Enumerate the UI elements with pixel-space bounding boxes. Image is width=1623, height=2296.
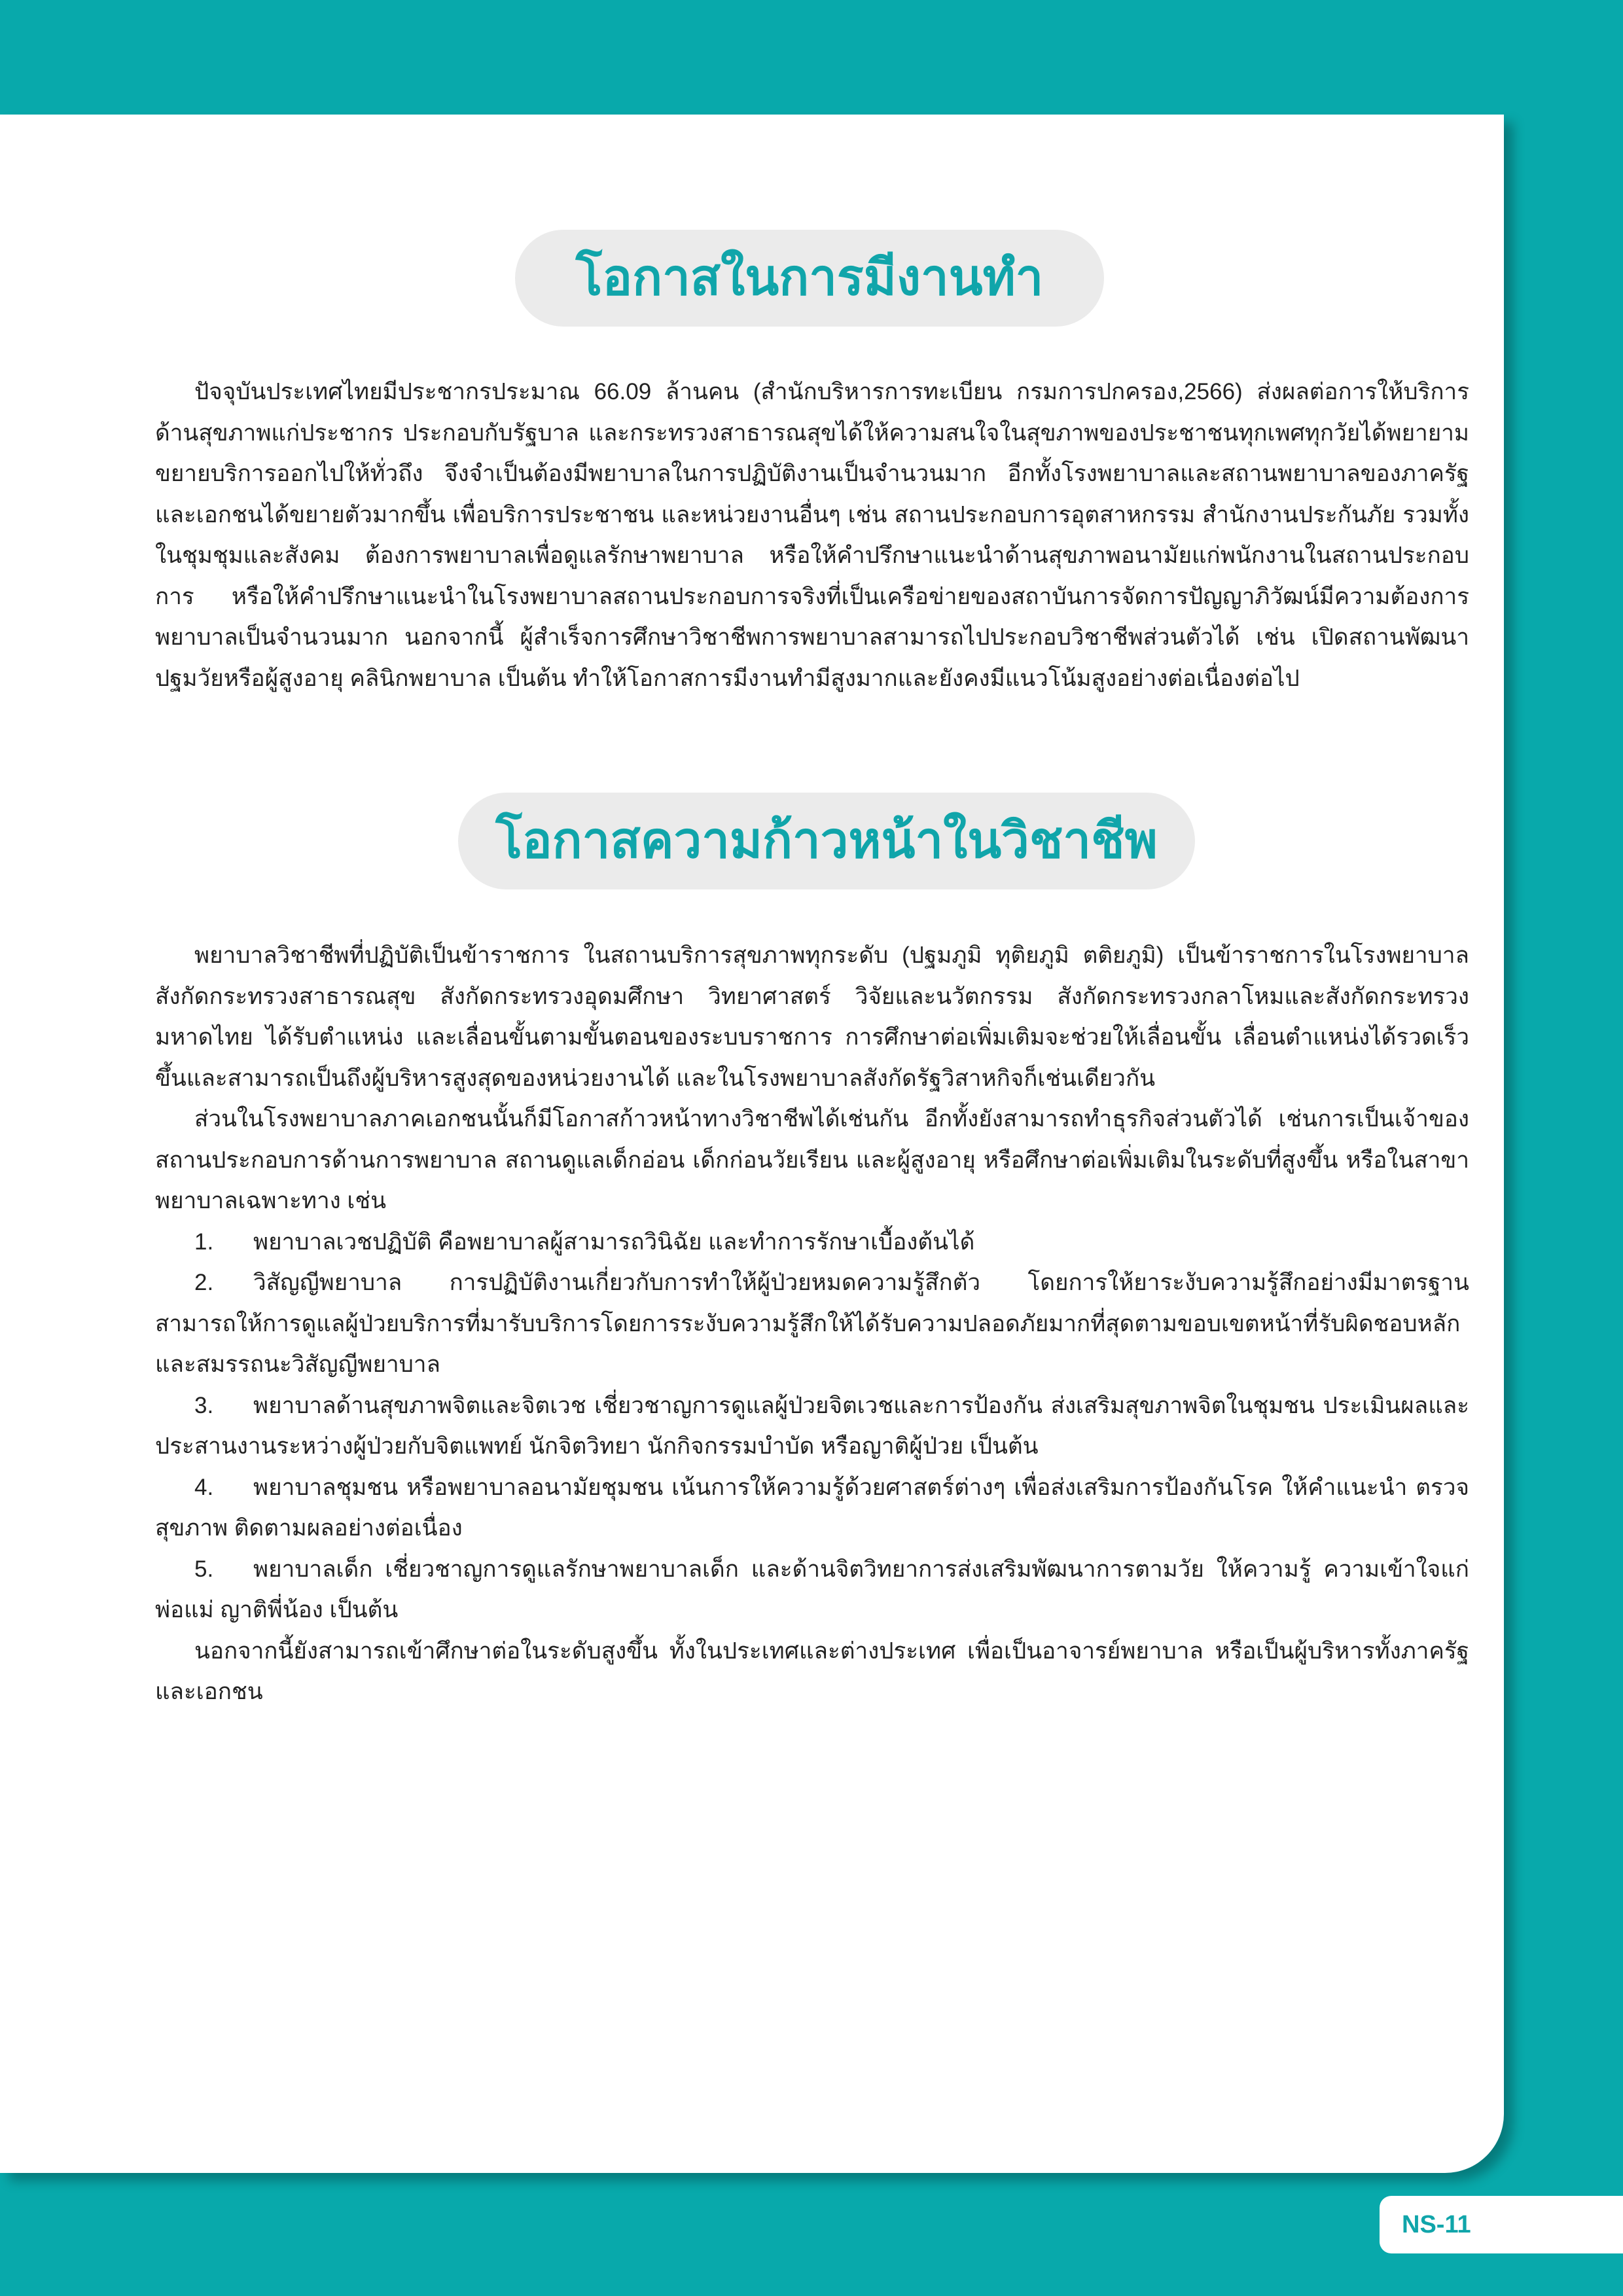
list-text: พยาบาลด้านสุขภาพจิตและจิตเวช เชี่ยวชาญการดูแลผู้ป่วยจิตเวชและการป้องกัน ส่งเสริมสุขภาพจิตในชุมชน ประเมินผลและประสานงานระหว่างผู้ป่วยกับจิตแพทย์ นักจิตวิทยา นักกิจกรรมบำบัด หรือญาติผู้ป่วย เป็นต้น bbox=[155, 1392, 1469, 1459]
section-title-career-advancement: โอกาสความก้าวหน้าในวิชาชีพ bbox=[458, 793, 1195, 889]
list-item bbox=[155, 1222, 1469, 1263]
list-item bbox=[155, 1467, 1469, 1549]
list-number: 4. bbox=[194, 1474, 214, 1500]
list-item bbox=[155, 1549, 1469, 1631]
paragraph: ปัจจุบันประเทศไทยมีประชากรประมาณ 66.09 ล้านคน (สำนักบริหารการทะเบียน กรมการปกครอง,2566) ส่งผลต่อการให้บริการด้านสุขภาพแก่ประชากร ประกอบกับรัฐบาล และกระทรวงสาธารณสุขได้ให้ความสนใจในสุขภาพของประชาชนทุกเพศทุกวัยได้พยายามขยายบริการออกไปให้ทั่วถึง จึงจำเป็นต้องมีพยาบาลในการปฏิบัติงานเป็นจำนวนมาก อีกทั้งโรงพยาบาลและสถานพยาบาลของภาครัฐและเอกชนได้ขยายตัวมากขึ้น เพื่อบริการประชาชน และหน่วยงานอื่นๆ เช่น สถานประกอบการอุตสาหกรรม สำนักงานประกันภัย รวมทั้งในชุมชุมและสังคม ต้องการพยาบาลเพื่อดูแลรักษาพยาบาล หรือให้คำปรึกษาแนะนำด้านสุขภาพอนามัยแก่พนักงานในสถานประกอบการ หรือให้คำปรึกษาแนะนำในโรงพยาบาลสถานประกอบการจริงที่เป็นเครือข่ายของสถาบันการจัดการปัญญาภิวัฒน์มีความต้องการพยาบาลเป็นจำนวนมาก นอกจากนี้ ผู้สำเร็จการศึกษาวิชาชีพการพยาบาลสามารถไปประกอบวิชาชีพส่วนตัวได้ เช่น เปิดสถานพัฒนาปฐมวัยหรือผู้สูงอายุ คลินิกพยาบาล เป็นต้น ทำให้โอกาสการมีงานทำมีสูงมากและยังคงมีแนวโน้มสูงอย่างต่อเนื่องต่อไป bbox=[155, 379, 1469, 691]
page-number-tab bbox=[1380, 2196, 1623, 2253]
list-number: 3. bbox=[194, 1392, 214, 1418]
list-text: พยาบาลชุมชน หรือพยาบาลอนามัยชุมชน เน้นการให้ความรู้ด้วยศาสตร์ต่างๆ เพื่อส่งเสริมการป้องกันโรค ให้คำแนะนำ ตรวจสุขภาพ ติดตามผลอย่างต่อเนื่อง bbox=[155, 1474, 1469, 1541]
section-body-career-advancement bbox=[155, 935, 1469, 1713]
page-number: NS-11 bbox=[1402, 2211, 1471, 2238]
page-sheet bbox=[0, 115, 1504, 2173]
list-text: พยาบาลเวชปฏิบัติ คือพยาบาลผู้สามารถวินิฉัย และทำการรักษาเบื้องต้นได้ bbox=[253, 1229, 975, 1255]
section-body-job-opportunities bbox=[155, 372, 1469, 699]
paragraph: ส่วนในโรงพยาบาลภาคเอกชนนั้นก็มีโอกาสก้าวหน้าทางวิชาชีพได้เช่นกัน อีกทั้งยังสามารถทำธุรกิจส่วนตัวได้ เช่นการเป็นเจ้าของสถานประกอบการด้านการพยาบาล สถานดูแลเด็กอ่อน เด็กก่อนวัยเรียน และผู้สูงอายุ หรือศึกษาต่อเพิ่มเติมในระดับที่สูงขึ้น หรือในสาขาพยาบาลเฉพาะทาง เช่น bbox=[155, 1106, 1469, 1213]
paragraph: นอกจากนี้ยังสามารถเข้าศึกษาต่อในระดับสูงขึ้น ทั้งในประเทศและต่างประเทศ เพื่อเป็นอาจารย์พยาบาล หรือเป็นผู้บริหารทั้งภาครัฐและเอกชน bbox=[155, 1638, 1469, 1704]
list-number: 5. bbox=[194, 1556, 214, 1582]
paragraph: พยาบาลวิชาชีพที่ปฏิบัติเป็นข้าราชการ ในสถานบริการสุขภาพทุกระดับ (ปฐมภูมิ ทุติยภูมิ ตติยภูมิ) เป็นข้าราชการในโรงพยาบาลสังกัดกระทรวงสาธารณสุข สังกัดกระทรวงอุดมศึกษา วิทยาศาสตร์ วิจัยและนวัตกรรม สังกัดกระทรวงกลาโหมและสังกัดกระทรวงมหาดไทย ได้รับตำแหน่ง และเลื่อนขั้นตามขั้นตอนของระบบราชการ การศึกษาต่อเพิ่มเติมจะช่วยให้เลื่อนขั้น เลื่อนตำแหน่งได้รวดเร็วขึ้นและสามารถเป็นถึงผู้บริหารสูงสุดของหน่วยงานได้ และในโรงพยาบาลสังกัดรัฐวิสาหกิจก็เช่นเดียวกัน bbox=[155, 942, 1469, 1091]
list-number: 1. bbox=[194, 1229, 214, 1255]
list-text: วิสัญญีพยาบาล การปฏิบัติงานเกี่ยวกับการทำให้ผู้ป่วยหมดความรู้สึกตัว โดยการให้ยาระงับความรู้สึกอย่างมีมาตรฐาน สามารถให้การดูแลผู้ป่วยบริการที่มารับบริการโดยการระงับความรู้สึกให้ได้รับความปลอดภัยมากที่สุดตามขอบเขตหน้าที่รับผิดชอบหลักและสมรรถนะวิสัญญีพยาบาล bbox=[155, 1270, 1469, 1377]
list-item bbox=[155, 1386, 1469, 1467]
section-title-job-opportunities: โอกาสในการมีงานทำ bbox=[515, 230, 1104, 327]
list-text: พยาบาลเด็ก เชี่ยวชาญการดูแลรักษาพยาบาลเด็ก และด้านจิตวิทยาการส่งเสริมพัฒนาการตามวัย ให้ความรู้ ความเข้าใจแก่พ่อแม่ ญาติพี่น้อง เป็นต้น bbox=[155, 1556, 1469, 1623]
list-number: 2. bbox=[194, 1270, 214, 1295]
list-item bbox=[155, 1263, 1469, 1386]
